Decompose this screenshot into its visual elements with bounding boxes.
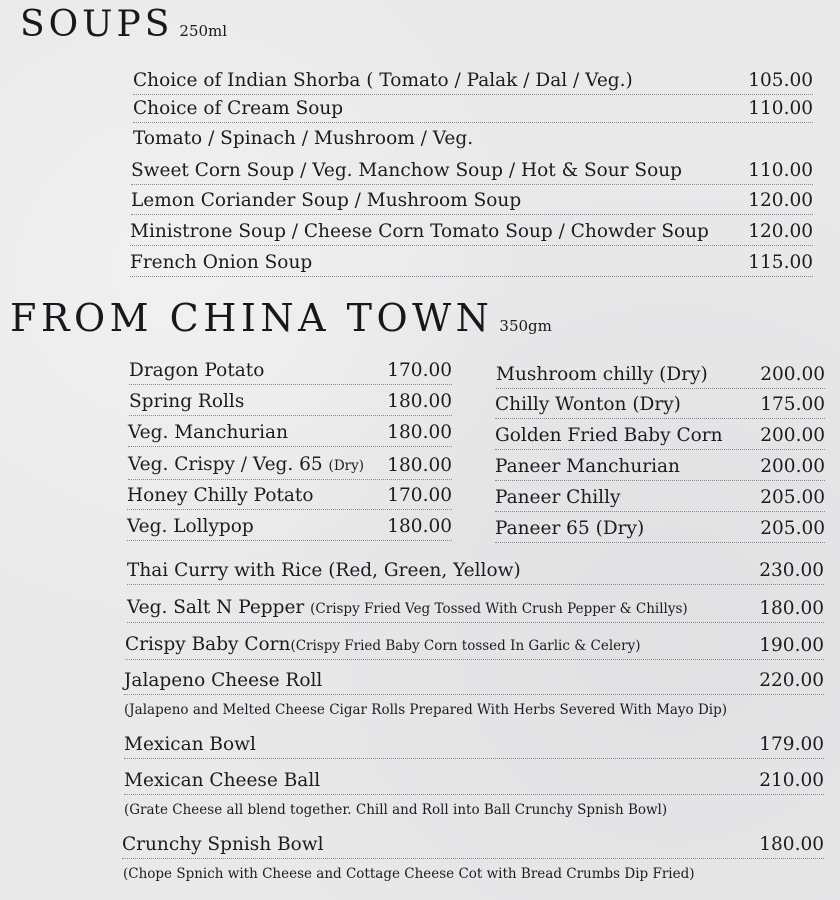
china-item — [127, 483, 452, 510]
china-item-price: 210.00 — [759, 770, 824, 791]
item-description: (Chope Spnich with Cheese and Cottage Cheese Cot with Bread Crumbs Dip Fried) — [123, 866, 695, 882]
china-item-name: Veg. Manchurian — [128, 422, 288, 443]
china-item — [495, 516, 825, 543]
soup-item-name: Choice of Indian Shorba ( Tomato / Palak / Dal / Veg.) — [133, 70, 633, 91]
soup-item — [133, 96, 813, 123]
china-item-name: Mexican Bowl — [124, 734, 256, 755]
china-item — [127, 558, 824, 585]
china-item-price: 205.00 — [760, 518, 825, 539]
item-description: (Jalapeno and Melted Cheese Cigar Rolls Prepared With Herbs Severed With Mayo Dip) — [124, 702, 728, 718]
china-item — [122, 832, 824, 859]
china-item — [129, 389, 452, 416]
soup-item — [133, 126, 813, 152]
china-item — [124, 768, 824, 795]
china-item — [129, 358, 452, 385]
china-item-name: Crunchy Spnish Bowl — [122, 834, 324, 855]
china-item-name: Chilly Wonton (Dry) — [495, 394, 681, 415]
china-item-name: Dragon Potato — [129, 360, 265, 381]
china-item-price: 200.00 — [760, 456, 825, 477]
soup-item-price: 105.00 — [748, 70, 813, 91]
china-item-price: 180.00 — [759, 834, 824, 855]
china-item-price: 190.00 — [759, 635, 824, 656]
soup-item-name: Tomato / Spinach / Mushroom / Veg. — [133, 128, 474, 149]
soup-item-price: 110.00 — [748, 160, 813, 181]
china-item-price: 179.00 — [759, 734, 824, 755]
soup-item — [131, 188, 813, 215]
soups-heading — [20, 4, 227, 45]
china-item-note: (Dry) — [328, 458, 364, 474]
china-item-price: 200.00 — [760, 425, 825, 446]
china-item-price: 180.00 — [387, 391, 452, 412]
china-town-heading — [10, 296, 552, 340]
china-item-price: 170.00 — [387, 485, 452, 506]
soup-item-name: Lemon Coriander Soup / Mushroom Soup — [131, 190, 522, 211]
china-item — [495, 392, 825, 419]
china-item-note: (Crispy Fried Veg Tossed With Crush Pepper & Chillys) — [310, 601, 688, 617]
china-item — [124, 732, 824, 759]
china-town-quantity: 350gm — [499, 317, 552, 335]
soups-title: SOUPS — [20, 4, 174, 45]
soup-item-name: French Onion Soup — [130, 252, 313, 273]
soups-quantity: 250ml — [179, 22, 228, 40]
soup-item-price: 110.00 — [748, 98, 813, 119]
china-item-name: Paneer Chilly — [495, 487, 621, 508]
china-item-name: Thai Curry with Rice (Red, Green, Yellow) — [127, 560, 521, 581]
china-item-price: 180.00 — [759, 598, 824, 619]
china-item-price: 200.00 — [760, 364, 825, 385]
soup-item-name: Sweet Corn Soup / Veg. Manchow Soup / Hot & Sour Soup — [131, 160, 682, 181]
china-item — [495, 423, 825, 450]
china-item-name: Veg. Lollypop — [127, 516, 254, 537]
china-item-name: Honey Chilly Potato — [127, 485, 314, 506]
china-item — [128, 452, 452, 480]
china-item-price: 230.00 — [759, 560, 824, 581]
soup-item-price: 120.00 — [748, 221, 813, 242]
china-item-price: 170.00 — [387, 360, 452, 381]
china-item-name: Spring Rolls — [129, 391, 245, 412]
soup-item-name: Choice of Cream Soup — [133, 98, 344, 119]
china-item-name: Mushroom chilly (Dry) — [496, 364, 708, 385]
china-item — [127, 595, 824, 623]
china-item-price: 175.00 — [760, 394, 825, 415]
china-item-name: Paneer Manchurian — [495, 456, 680, 477]
china-item-note: (Crispy Fried Baby Corn tossed In Garlic & Celery) — [290, 638, 641, 654]
china-item-name: Veg. Crispy / Veg. 65 — [128, 454, 329, 475]
soup-item-price: 120.00 — [748, 190, 813, 211]
china-item — [128, 420, 452, 447]
soup-item — [130, 219, 813, 246]
china-item — [496, 362, 825, 389]
china-item-name: Crispy Baby Corn — [125, 634, 291, 655]
china-item-price: 180.00 — [387, 516, 452, 537]
soup-item — [130, 250, 813, 277]
item-description: (Grate Cheese all blend together. Chill and Roll into Ball Crunchy Spnish Bowl) — [124, 802, 668, 818]
china-item-name: Jalapeno Cheese Roll — [124, 670, 323, 691]
soup-item — [133, 68, 813, 95]
china-item-name: Veg. Salt N Pepper — [127, 597, 311, 618]
china-item-price: 180.00 — [387, 455, 452, 476]
china-item — [495, 485, 825, 512]
china-item — [125, 632, 824, 660]
china-item-name: Mexican Cheese Ball — [124, 770, 321, 791]
china-item-name: Paneer 65 (Dry) — [495, 518, 645, 539]
soup-item-price: 115.00 — [748, 252, 813, 273]
china-item-name: Golden Fried Baby Corn — [495, 425, 723, 446]
china-item-price: 205.00 — [760, 487, 825, 508]
china-town-title: FROM CHINA TOWN — [10, 296, 494, 340]
soup-item — [131, 158, 813, 185]
china-item — [124, 668, 824, 695]
china-item — [127, 514, 452, 541]
china-item-price: 180.00 — [387, 422, 452, 443]
soup-item-name: Ministrone Soup / Cheese Corn Tomato Soup / Chowder Soup — [130, 221, 709, 242]
china-item-price: 220.00 — [759, 670, 824, 691]
china-item — [495, 454, 825, 481]
